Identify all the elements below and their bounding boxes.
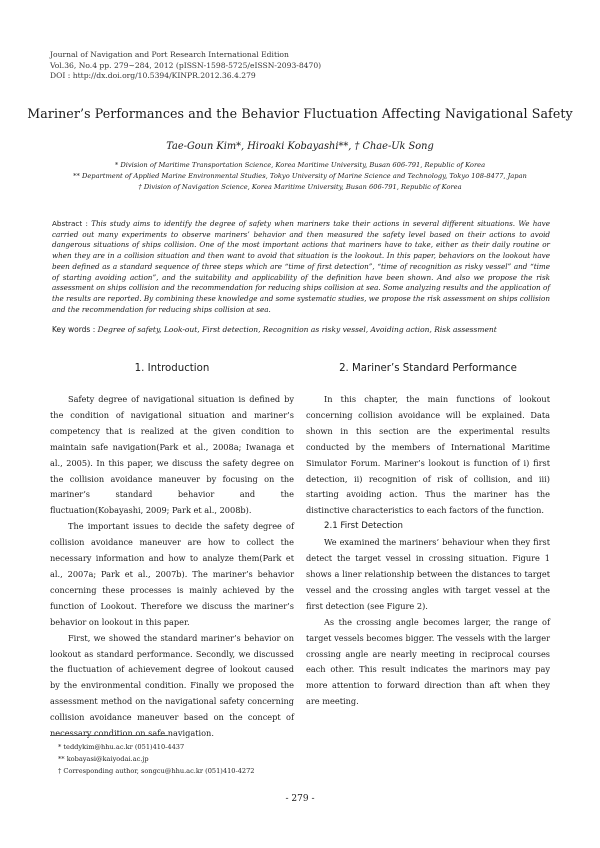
footnote-divider: [50, 735, 168, 736]
journal-header: [50, 50, 321, 82]
section-1-title: 1. Introduction: [134, 363, 210, 374]
journal-doi[interactable]: DOI : http://dx.doi.org/10.5394/KINPR.2012.36.4.279: [50, 71, 256, 80]
footnote-2: ** kobayasi@kaiyodai.ac.jp: [58, 755, 149, 763]
section-2-title: 2. Mariner’s Standard Performance: [339, 363, 517, 374]
authors: Tae-Goun Kim*, Hiroaki Kobayashi**, † Chae-Uk Song: [166, 141, 434, 152]
footnote-3: † Corresponding author, songcu@hhu.ac.kr (051)410-4272: [58, 767, 255, 775]
affiliation-2: ** Department of Applied Marine Environmental Studies, Tokyo University of Marine Science and Technology, Tokyo 108-8477, Japan: [73, 171, 527, 180]
abstract-text: This study aims to identify the degree of safety when mariners take their actions in several different situations. We have carried out many experiments to observe mariners’ behavior and then measured the safety level based on their actions to avoid dangerous situations of ships collision. One of the most important actions that mariners have to take, either as their daily routine or when they are in a collision situation and then want to avoid that situation is the lookout. In this paper, behaviors on the lookout have been defined as a standard sequence of three steps which are “time of first detection”, “time of recognition as risky vessel” and “time of starting avoiding action”, and the suitability and applicability of the definition have been shown. And also we propose the risk assessment on ships collision and the recommendation for reducing ships collision at sea. Some analyzing results and the application of the results are reported. By combining these knowledge and some systematic studies, we propose the risk assessment on ships collision and the recommendation for reducing ships collision at sea.: [52, 219, 550, 314]
footnote-1: * teddykim@hhu.ac.kr (051)410-4437: [58, 743, 185, 751]
keywords-label: Key words :: [52, 325, 98, 334]
affiliation-3: † Division of Navigation Science, Korea Maritime University, Busan 606-791, Republic of Korea: [138, 182, 462, 191]
intro-paragraph-3: First, we showed the standard mariner’s behavior on lookout as standard performance. Secondly, we discussed the fluctuation of achievement degree of lookout caused by the environmental condition. Finally we proposed the assessment method on the navigational safety concerning collision avoidance maneuver based on the concept of necessary condition on safe navigation.: [50, 632, 294, 739]
keywords: [52, 325, 550, 334]
subsection-paragraph-2: As the crossing angle becomes larger, the range of target vessels becomes bigger. The vessels with the larger crossing angle are nearly meeting in reciprocal courses each other. This result indicates the marinors may pay more attention to forward direction than aft when they are meeting.: [306, 616, 550, 707]
right-column: [306, 392, 550, 710]
abstract-label: Abstract :: [52, 219, 92, 228]
journal-name: Journal of Navigation and Port Research International Edition: [50, 50, 289, 59]
keywords-text: Degree of safety, Look-out, First detection, Recognition as risky vessel, Avoiding action, Risk assessment: [97, 325, 497, 334]
subsection-paragraph-1: We examined the mariners’ behaviour when they first detect the target vessel in crossing situation. Figure 1 shows a liner relationship between the distances to target vessel and the crossing angles with target vessel at the first detection (see Figure 2).: [306, 537, 550, 611]
affiliations: [0, 160, 600, 192]
page-number: - 279 -: [285, 794, 315, 804]
affiliation-1: * Division of Maritime Transportation Science, Korea Maritime University, Busan 606-791, Republic of Korea: [114, 161, 486, 169]
intro-paragraph-2: The important issues to decide the safety degree of collision avoidance maneuver are how to collect the necessary information and how to analyze them(Park et al., 2007a; Park et al., 2007b). The mariner’s behavior concerning these processes is mainly achieved by the function of Lookout. Therefore we discuss the mariner’s behavior on lookout in this paper.: [50, 521, 294, 627]
intro-paragraph-1: Safety degree of navigational situation is defined by the condition of navigational situation and mariner’s competency that is realized at the given condition to maintain safe navigation(Park et al., 2008a; Iwanaga et al., 2005). In this paper, we discuss the safety degree on the collision avoidance maneuver by focusing on the mariner’s standard behavior and the fluctuation(Kobayashi, 2009; Park et al., 2008b).: [50, 394, 294, 516]
section-2-paragraph-1: In this chapter, the main functions of lookout concerning collision avoidance will be explained. Data shown in this section are the experimental results conducted by the members of International Maritime Simulator Forum. Mariner’s lookout is function of i) first detection, ii) recognition of risk of collision, and iii) starting avoiding action. Thus the mariner has the distinctive characteristics to each factors of the function.: [306, 394, 550, 516]
footnotes: [58, 741, 254, 777]
paper-title: Mariner’s Performances and the Behavior Fluctuation Affecting Navigational Safety: [27, 106, 573, 121]
left-column: [50, 392, 294, 742]
subsection-title: 2.1 First Detection: [324, 521, 403, 532]
abstract: [52, 219, 550, 315]
journal-volume: Vol.36, No.4 pp. 279~284, 2012 (pISSN-1598-5725/eISSN-2093-8470): [50, 60, 322, 70]
